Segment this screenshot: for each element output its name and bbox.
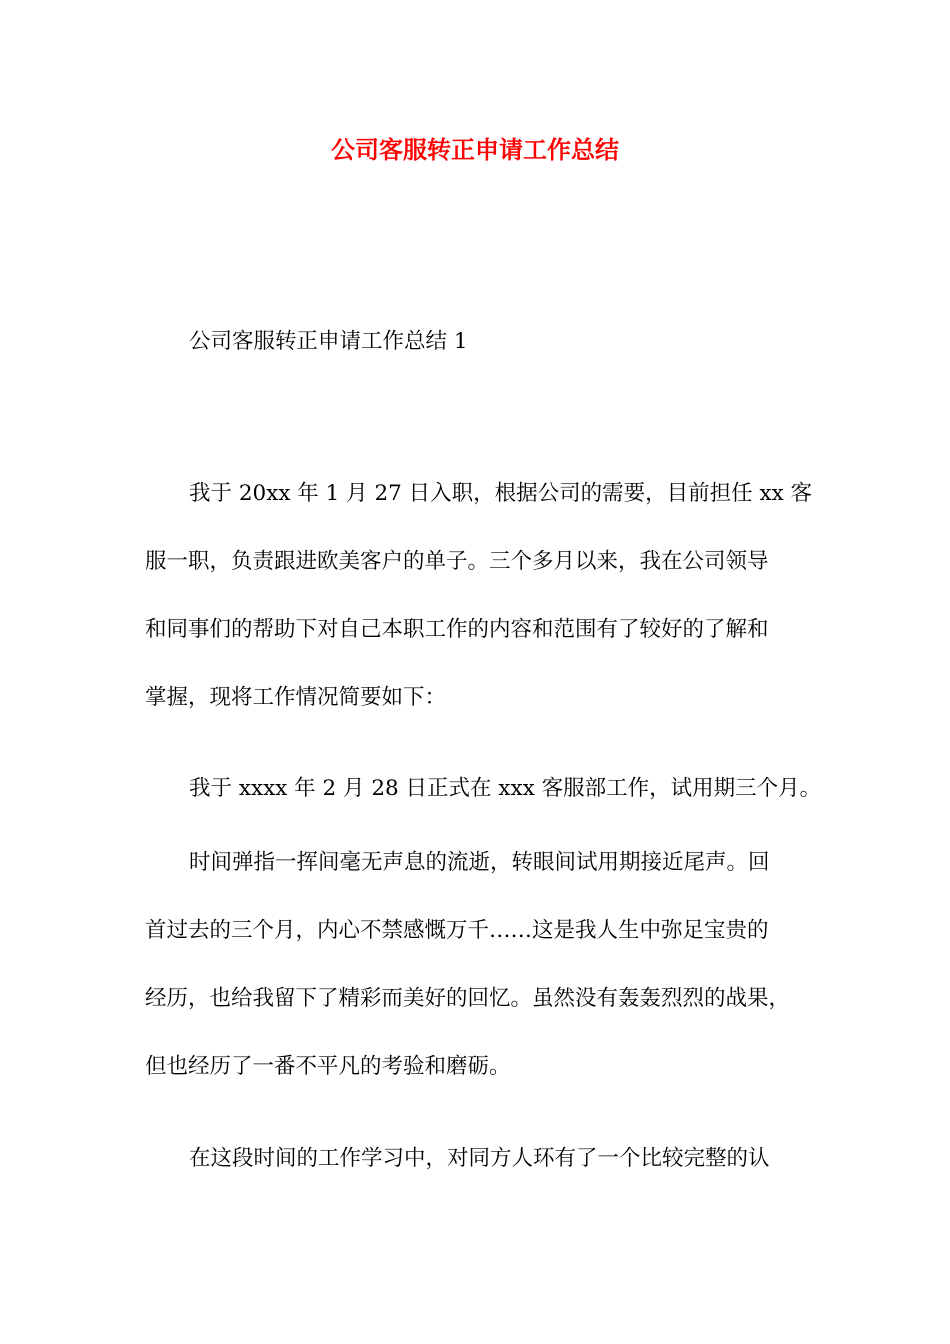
- document-title: 公司客服转正申请工作总结: [331, 136, 619, 164]
- paragraph-line: 时间弹指一挥间毫无声息的流逝，转眼间试用期接近尾声。回: [189, 850, 770, 875]
- paragraph-3: [145, 829, 815, 1101]
- paragraph-line: 在这段时间的工作学习中，对同方人环有了一个比较完整的认: [189, 1146, 770, 1171]
- paragraph-2: [145, 755, 822, 823]
- paragraph-line: 服一职，负责跟进欧美客户的单子。三个多月以来，我在公司领导: [145, 549, 769, 574]
- paragraph-line: 掌握，现将工作情况简要如下：: [145, 685, 447, 710]
- paragraph-line: 和同事们的帮助下对自己本职工作的内容和范围有了较好的了解和: [145, 617, 769, 642]
- paragraph-line: 但也经历了一番不平凡的考验和磨砺。: [145, 1054, 511, 1079]
- section-heading: 公司客服转正申请工作总结 1: [189, 329, 468, 354]
- paragraph-line: 经历，也给我留下了精彩而美好的回忆。虽然没有轰轰烈烈的战果，: [145, 986, 791, 1011]
- paragraph-line: 首过去的三个月，内心不禁感慨万千……这是我人生中弥足宝贵的: [145, 918, 769, 943]
- paragraph-1: [145, 460, 815, 732]
- paragraph-line: 我于 xxxx 年 2 月 28 日正式在 xxx 客服部工作，试用期三个月。: [189, 776, 822, 801]
- paragraph-4: [145, 1125, 815, 1193]
- paragraph-line: 我于 20xx 年 1 月 27 日入职，根据公司的需要，目前担任 xx 客: [189, 481, 813, 506]
